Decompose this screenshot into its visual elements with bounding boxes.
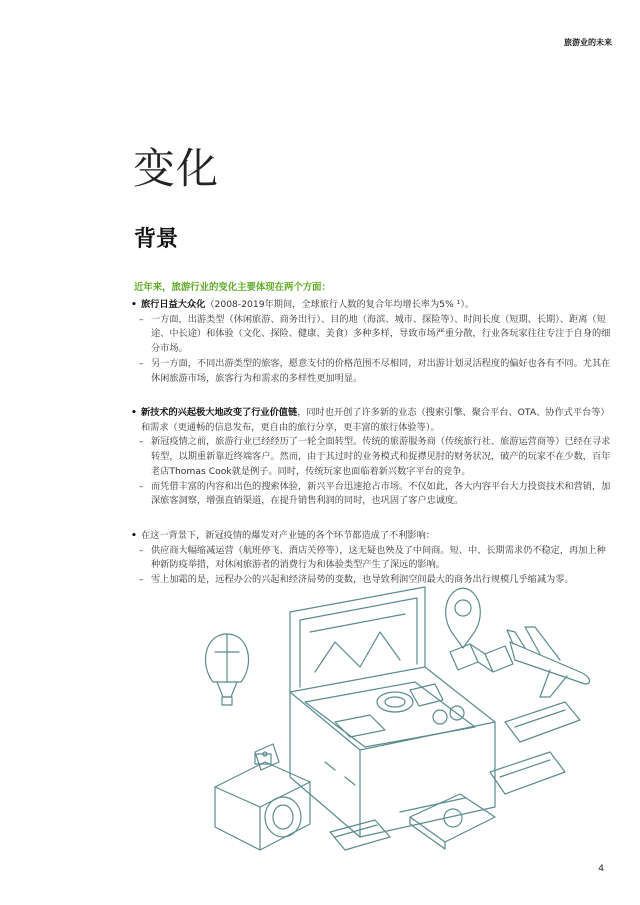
map-icon	[450, 644, 513, 672]
bullet-item	[131, 406, 611, 435]
bullet-text: 在这一背景下，新冠疫情的爆发对产业链的各个环节都造成了不利影响：	[141, 530, 435, 541]
section-1	[131, 298, 611, 386]
bullet-dot: •	[131, 407, 137, 418]
bullet-dot: •	[131, 530, 137, 541]
ticket-icon	[490, 702, 580, 794]
sub-item: – 新冠疫情之前，旅游行业已经经历了一轮全面转型。传统的旅游服务商（传统旅行社、旅游运营商等）已经在寻求转型，以期重新靠近终端客户。然而，由于其过时的业务模式和捉襟见肘的财务状况，破产的玩家不在少数，百年老店Thomas Cook就是例子。同时，传统玩家也面临着新兴数字平台的竞争。	[139, 436, 611, 477]
page-header: 旅游业的未来	[564, 38, 612, 47]
bullet-dot: •	[131, 299, 137, 310]
section-2	[131, 406, 611, 509]
sub-text: 一方面，出游类型（休闲旅游、商务出行）、目的地（海滨、城市、探险等）、时间长度（短期、长期）、距离（短途、中长途）和体验（文化、探险、健康、美食）多种多样，导致市场严重分散，行业各玩家往往专注于自身的细分市场。	[151, 313, 611, 355]
section-subtitle: 背景	[134, 227, 179, 252]
airplane-icon	[507, 627, 590, 697]
passport-icon	[410, 794, 495, 849]
suitcase-icon	[290, 587, 495, 837]
sub-item: – 而凭借丰富的内容和出色的搜索体验，新兴平台迅速抢占市场。不仅如此，各大内容平台大力投资技术和营销，加深旅客洞察，增强直销渠道，在提升销售利润的同时，也巩固了客户忠诚度。	[139, 480, 611, 507]
hot-air-balloon-icon	[205, 634, 248, 705]
bullet-lead: 旅行日益大众化	[141, 299, 206, 310]
sub-text: 新冠疫情之前，旅游行业已经经历了一轮全面转型。传统的旅游服务商（传统旅行社、旅游运营商等）已经在寻求转型，以期重新靠近终端客户。然而，由于其过时的业务模式和捉襟见肘的财务状况，破产的玩家不在少数，百年老店Thomas Cook就是例子。同时，传统玩家也面临着新兴数字平台的竞争。	[151, 436, 611, 477]
sub-text: 雪上加霜的是，远程办公的兴起和经济局势的变数，也导致利润空间最大的商务出行规模几乎缩减为零。	[151, 574, 574, 586]
sub-item: – 雪上加霜的是，远程办公的兴起和经济局势的变数，也导致利润空间最大的商务出行规模几乎缩减为零。	[139, 574, 574, 586]
page-number: 4	[598, 864, 604, 874]
intro-text: 近年来，旅游行业的变化主要体现在两个方面：	[134, 282, 331, 293]
sub-text: 而凭借丰富的内容和出色的搜索体验，新兴平台迅速抢占市场。不仅如此，各大内容平台大力投资技术和营销，加深旅客洞察，增强直销渠道，在提升销售利润的同时，也巩固了客户忠诚度。	[151, 480, 611, 507]
sub-text: 供应商大幅缩减运营（航班停飞、酒店关停等），这无疑也殃及了中间商。短、中、长期需求仍不稳定，再加上种种新防疫举措，对休闲旅游者的消费行为和体验类型产生了深远的影响。	[151, 544, 606, 571]
sub-item: – 供应商大幅缩减运营（航班停飞、酒店关停等），这无疑也殃及了中间商。短、中、长期需求仍不稳定，再加上种种新防疫举措，对休闲旅游者的消费行为和体验类型产生了深远的影响。	[139, 544, 606, 571]
sub-item: – 另一方面，不同出游类型的旅客，愿意支付的价格范围不尽相同，对出游计划灵活程度的偏好也各有不同。尤其在休闲旅游市场，旅客行为和需求的多样性更加明显。	[139, 357, 611, 384]
camera-icon	[215, 754, 310, 850]
bullet-text: （2008-2019年期间，全球旅行人数的复合年均增长率为5% ¹）。	[205, 299, 475, 310]
sub-text: 另一方面，不同出游类型的旅客，愿意支付的价格范围不尽相同，对出游计划灵活程度的偏好也各有不同。尤其在休闲旅游市场，旅客行为和需求的多样性更加明显。	[151, 357, 611, 384]
travel-illustration	[195, 572, 615, 872]
bullet-text: ，同时也开创了许多新的业态（搜索引擎、聚合平台、OTA、协作式平台等）和需求（更通畅的信息发布，更自由的旅行分享，更丰富的旅行体验等）。	[141, 407, 610, 433]
sub-item: – 一方面，出游类型（休闲旅游、商务出行）、目的地（海滨、城市、探险等）、时间长度（短期、长期）、距离（短途、中长途）和体验（文化、探险、健康、美食）多种多样，导致市场严重分散，行业各玩家往往专注于自身的细分市场。	[139, 313, 611, 355]
location-pin-icon	[446, 588, 481, 648]
bullet-item	[131, 298, 611, 313]
bullet-item	[131, 529, 611, 544]
bullet-lead: 新技术的兴起极大地改变了行业价值链	[141, 407, 298, 418]
page-title: 变化	[133, 144, 220, 193]
